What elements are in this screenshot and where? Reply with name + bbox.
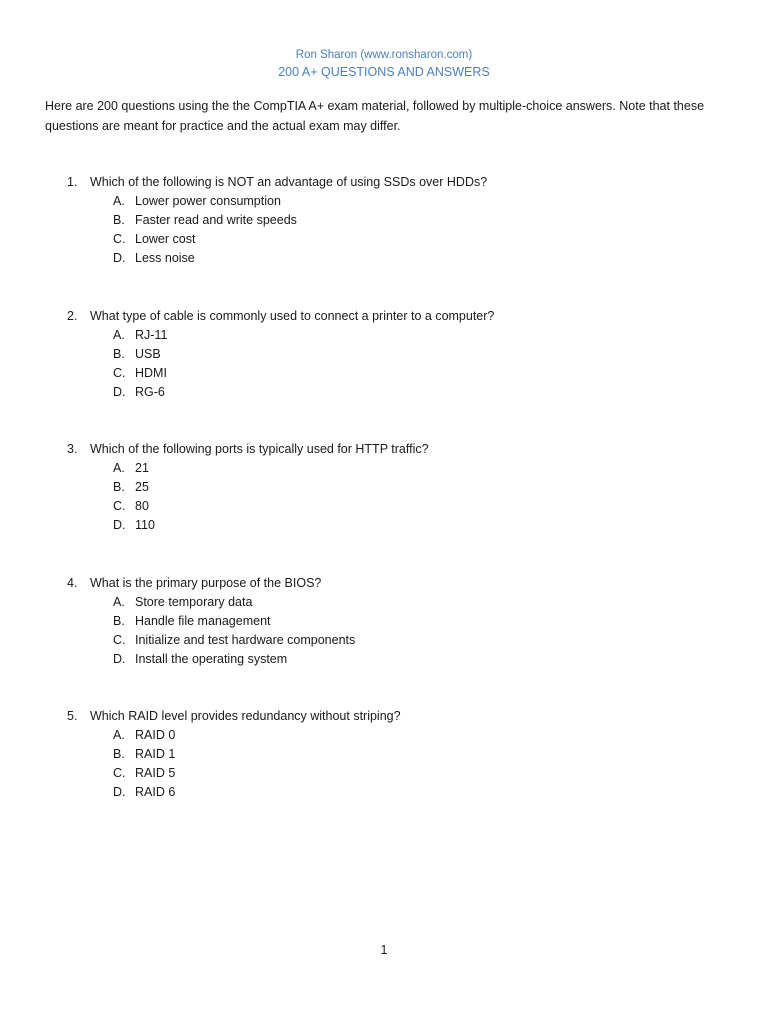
question-item [0, 307, 768, 441]
option-text: HDMI [135, 365, 167, 380]
option-text: 25 [135, 480, 149, 494]
answer-option [113, 650, 355, 669]
option-letter: B. [113, 747, 125, 761]
option-letter: D. [113, 518, 126, 532]
answer-options [113, 326, 167, 402]
option-text: 80 [135, 499, 149, 513]
option-text: RAID 1 [135, 747, 176, 761]
option-letter: A. [113, 728, 125, 742]
answer-option [113, 383, 167, 402]
question-text: Which of the following ports is typically used for HTTP traffic? [90, 442, 429, 456]
answer-option [113, 516, 155, 535]
option-text: RAID 6 [135, 785, 176, 799]
question-number: 1. [67, 175, 78, 189]
question-text-line [67, 440, 429, 459]
question-text: What is the primary purpose of the BIOS? [90, 575, 322, 590]
option-letter: A. [113, 194, 125, 208]
answer-option [113, 459, 155, 478]
option-text: RAID 0 [135, 728, 176, 742]
answer-option [113, 249, 297, 268]
question-item [0, 707, 768, 841]
answer-options [113, 459, 155, 535]
option-letter: D. [113, 384, 126, 399]
question-list [0, 173, 768, 841]
option-letter: A. [113, 594, 125, 609]
answer-option [113, 211, 297, 230]
option-text: Faster read and write speeds [135, 213, 297, 227]
option-letter: D. [113, 785, 126, 799]
option-letter: C. [113, 499, 126, 513]
option-text: Install the operating system [135, 651, 288, 666]
option-letter: D. [113, 651, 126, 666]
answer-option [113, 612, 355, 631]
intro-paragraph: Here are 200 questions using the the CompTIA A+ exam material, followed by multiple-choice answers. Note that these questions are meant for practice and the actual exam may differ. [45, 99, 705, 133]
question-text-line [67, 307, 494, 326]
answer-option [113, 478, 155, 497]
option-letter: B. [113, 480, 125, 494]
question-item [0, 173, 768, 307]
question-number: 2. [67, 308, 78, 323]
option-text: 110 [135, 518, 155, 532]
option-text: Lower power consumption [135, 194, 281, 208]
answer-option [113, 783, 175, 802]
option-letter: C. [113, 232, 126, 246]
option-text: Less noise [135, 251, 195, 265]
page-number: 1 [380, 943, 388, 957]
option-letter: D. [113, 251, 126, 265]
option-text: Handle file management [135, 613, 271, 628]
answer-option [113, 345, 167, 364]
answer-options [113, 192, 297, 268]
document-title: 200 A+ QUESTIONS AND ANSWERS [278, 65, 490, 79]
option-letter: C. [113, 365, 126, 380]
option-text: RJ-11 [135, 327, 168, 342]
option-text: RG-6 [135, 384, 165, 399]
answer-options [113, 593, 355, 669]
answer-option [113, 326, 167, 345]
question-number: 5. [67, 709, 78, 723]
option-letter: A. [113, 461, 125, 475]
question-text-line [67, 173, 487, 192]
question-number: 4. [67, 575, 78, 590]
answer-option [113, 593, 355, 612]
question-text-line [67, 574, 321, 593]
option-letter: C. [113, 766, 126, 780]
question-text: Which RAID level provides redundancy without striping? [90, 709, 401, 723]
question-text: Which of the following is NOT an advantage of using SSDs over HDDs? [90, 175, 488, 189]
option-text: Lower cost [135, 232, 196, 246]
question-text-line [67, 707, 401, 726]
answer-option [113, 631, 355, 650]
question-item [0, 440, 768, 574]
answer-option [113, 230, 297, 249]
answer-option [113, 497, 155, 516]
answer-option [113, 192, 297, 211]
option-letter: B. [113, 213, 125, 227]
answer-options [113, 726, 175, 802]
question-number: 3. [67, 442, 78, 456]
option-text: 21 [135, 461, 149, 475]
option-letter: B. [113, 613, 125, 628]
option-text: USB [135, 346, 161, 361]
answer-option [113, 364, 167, 383]
option-letter: C. [113, 632, 126, 647]
author-line: Ron Sharon (www.ronsharon.com) [295, 49, 473, 61]
question-item [0, 574, 768, 708]
option-text: RAID 5 [135, 766, 176, 780]
option-letter: B. [113, 346, 125, 361]
answer-option [113, 745, 175, 764]
option-letter: A. [113, 327, 125, 342]
option-text: Initialize and test hardware components [135, 632, 356, 647]
option-text: Store temporary data [135, 594, 253, 609]
answer-option [113, 726, 175, 745]
document-header [0, 47, 768, 80]
question-text: What type of cable is commonly used to connect a printer to a computer? [90, 308, 495, 323]
answer-option [113, 764, 175, 783]
